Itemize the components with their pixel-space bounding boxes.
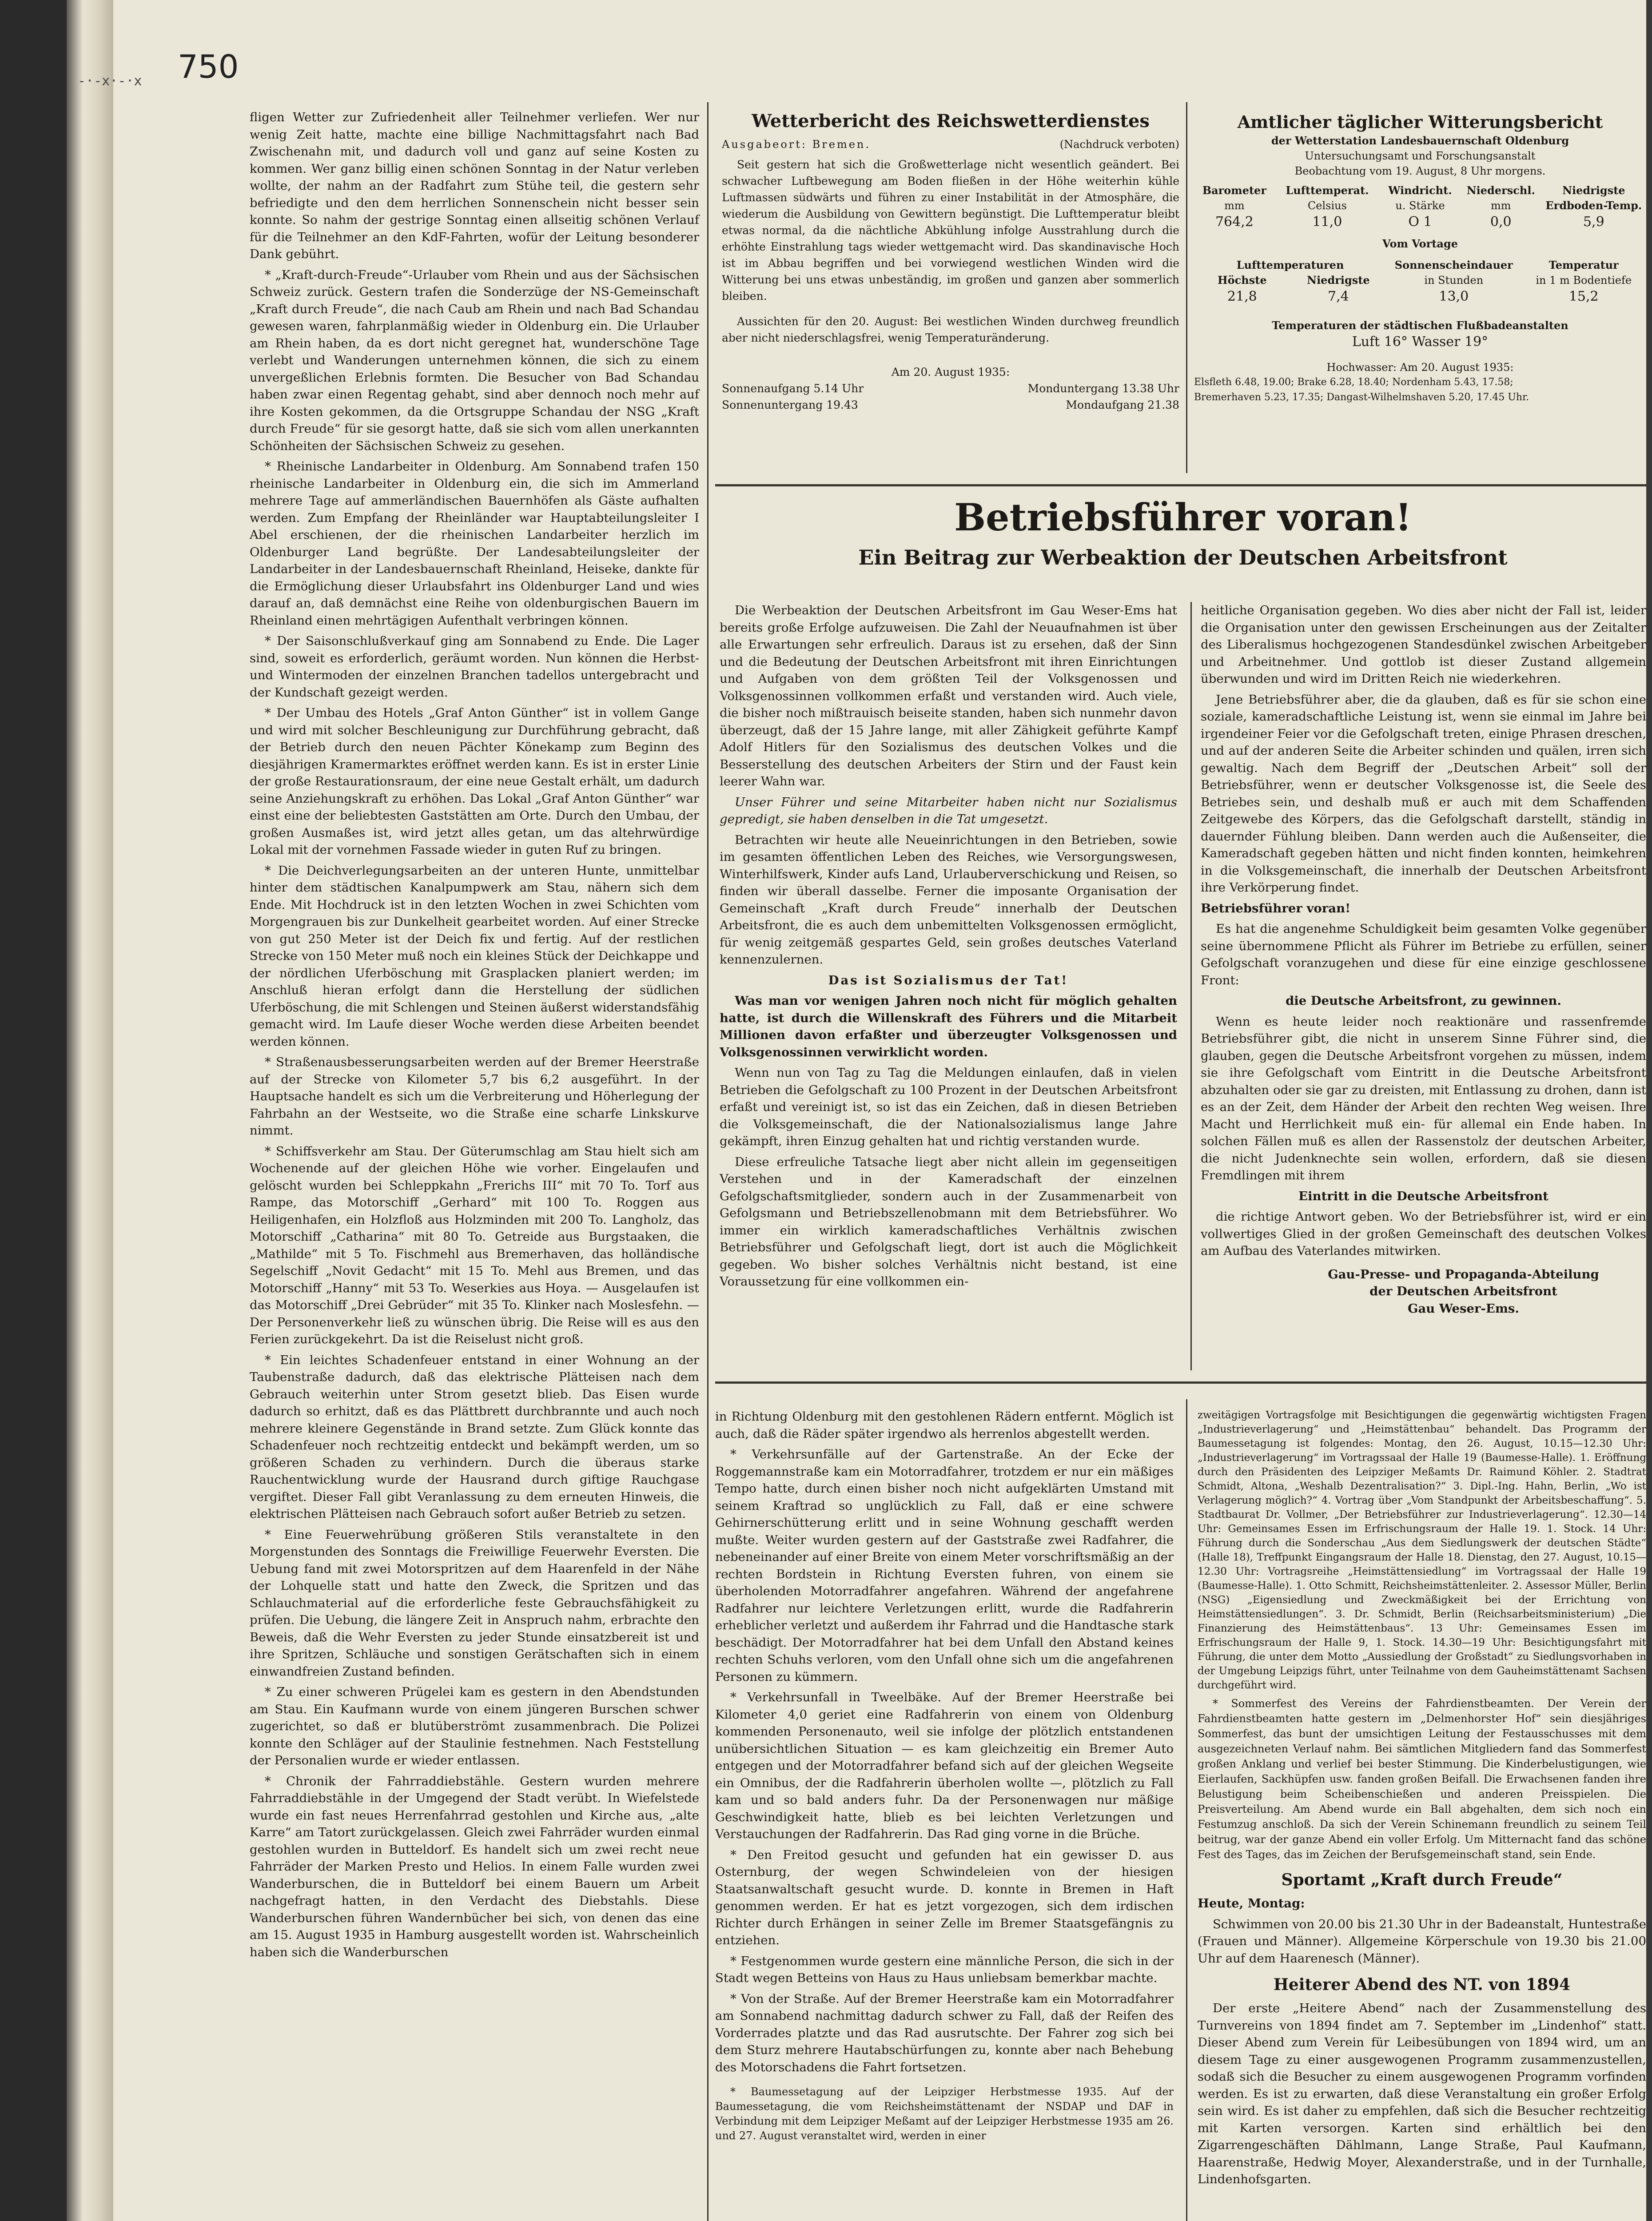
official-sub2: Untersuchungsamt und Forschungsanstalt	[1305, 150, 1536, 162]
paragraph: * Zu einer schweren Prügelei kam es gestern in den Abendstunden am Stau. Ein Kaufmann wurde von einem jüngeren Burschen schwer zugerichtet, so daß er blutüberströmt zusammenbrach. Die Polizei konnte den Schläger auf der Staulinie festnehmen. Nach Feststellung der Personalien wurde er wieder entlassen.	[250, 1685, 699, 1767]
val-sunshine: 13,0	[1439, 289, 1469, 304]
obs-header	[1194, 183, 1646, 198]
paragraph: * Schiffsverkehr am Stau. Der Güterumschlag am Stau hielt sich am Wochenende auf der gleichen Höhe wie vorher. Eingelaufen und gelöscht wurden bei Schleppkahn „Frerichs III“ mit 70 To. Torf aus Rampe, das Motorschiff „Gerhard“ mit 100 To. Roggen aus Heiligenhafen, ein Holzfloß aus Holzminden mit 200 To. Langholz, das Motorschiff „Catharina“ mit 80 To. Getreide aus Burgstaaken, die „Mathilde“ mit 5 To. Fischmehl aus Bremerhaven, das holländische Segelschiff „Novit Gedacht“ mit 15 To. Mehl aus Bremen, und das Motorschiff „Hanny“ mit 53 To. Weserkies aus Hoya. — Ausgelaufen ist das Motorschiff „Drei Gebrüder“ mit 35 To. Klinker nach Moslesfehn. — Der Personenverkehr ließ zu wünschen übrig. Die Reise will es aus den Ferien zurückgekehrt. Da ist die Reiselust nicht groß.	[250, 1144, 699, 1346]
paragraph: Die Werbeaktion der Deutschen Arbeitsfront im Gau Weser-Ems hat bereits große Erfolge aufzuweisen. Die Zahl der Neuaufnahmen ist über alle Erwartungen sehr erfreulich. Daraus ist zu ersehen, daß der Sinn und die Bedeutung der Deutschen Arbeitsfront mit ihren Einrichtungen und Aufgaben von dem größten Teil der Volksgenossen und Volksgenossinnen vollkommen erfaßt und verstanden wird. Auch viele, die bisher noch mißtrauisch beiseite standen, haben sich nunmehr davon überzeugt, daß der 15 Jahre lange, mit aller Zähigkeit geführte Kampf Adolf Hitlers für den Sozialismus des deutschen Volkes und die Besserstellung des deutschen Arbeiters der Stirn und der Faust kein leerer Wahn war.	[720, 603, 1177, 788]
riverbath-title: Temperaturen der städtischen Flußbadeanstalten	[1272, 319, 1568, 332]
weather-title: Wetterbericht des Reichswetterdienstes	[752, 111, 1150, 131]
subheading: Betriebsführer voran!	[1201, 901, 1351, 915]
weather-text: Seit gestern hat sich die Großwetterlage nicht wesentlich geändert. Bei schwacher Luftbewegung am Boden fließen in der Höhe weiterhin kühle Luftmassen südwärts und führen zu einer Instabilität in der Atmosphäre, die wiederum die Ausbildung von Gewittern begünstigt. Die Lufttemperatur bleibt etwas normal, da die nächtliche Abkühlung infolge Ausstrahlung durch die erhöhte Einstrahlung tags wieder wettgemacht wird. Das skandinavische Hoch ist im Abbau begriffen und bei vorwiegend westlichen Winden wird die Witterung bei uns etwas unbeständig, im großen und ganzen aber sommerlich bleiben.	[722, 158, 1179, 303]
weather-outlook: Aussichten für den 20. August: Bei westlichen Winden durchweg freundlich aber nicht niederschlagsfrei, wenig Temperaturänderung.	[722, 315, 1179, 344]
paragraph: Betrachten wir heute alle Neueinrichtungen in den Betrieben, sowie im gesamten öffentlichen Leben des Reiches, wie Versorgungswesen, Winterhilfswerk, Kinder aufs Land, Urlauberverschickung und Reisen, so finden wir überall dasselbe. Ferner die imposante Organisation der Gemeinschaft „Kraft durch Freude“ innerhalb der Deutschen Arbeitsfront, die es auch dem unbemittelten Volksgenossen ermöglicht, für wenig zeitgemäß gespartes Geld, sein großes deutsches Vaterland kennenzulernen.	[720, 832, 1177, 967]
paragraph: heitliche Organisation gegeben. Wo dies aber nicht der Fall ist, leider die Organisation unter den gewissen Erscheinungen aus der Zeitalter des Liberalismus hochgezogenen Standesdünkel zwischen Arbeitgeber und Arbeitnehmer. Und gottlob ist dieser Zustand allgemein überwunden und wird im Dritten Reich nie wiederkehren.	[1201, 603, 1646, 686]
signature: Gau-Presse- und Propaganda-Abteilung	[1328, 1267, 1599, 1282]
obs-values	[1194, 213, 1646, 231]
right-lower-column	[1198, 1408, 1646, 2192]
paragraph: fligen Wetter zur Zufriedenheit aller Teilnehmer verliefen. Wer nur wenig Zeit hatte, machte eine billige Nachmittagsfahrt nach Bad Zwischenahn mit, und dadurch voll und ganz auf seine Kosten zu kommen. Wer ganz billig einen schönen Sonntag in der Natur verleben wollte, der nahm an der Radfahrt zum Stühe teil, die gestern sehr befriedigte und den dem herrlichen Sonnenschein nicht besser sein konnte. So nahm der gestrige Sonntag einen allseitig schönen Verlauf für die Teilnehmer an den KdF-Fahrten, wofür der Leitung besonderer Dank gebührt.	[250, 110, 699, 261]
paragraph: Der erste „Heitere Abend“ nach der Zusammenstellung des Turnvereins von 1894 findet am 7. September im „Lindenhof“ statt. Dieser Abend zum Verein für Leibesübungen von 1894 wird, um an diesem Tage zu einer ausgewogenen Programm zusammenzustellen, sodaß sich die Besucher zu einem ausgewogenen Programm vorfinden werden. Es ist zu erwarten, daß diese Veranstaltung ein großer Erfolg sein wird. Es ist daher zu empfehlen, daß sich die Besucher rechtzeitig mit Karten versorgen. Karten sind erhältlich bei den Zigarrengeschäften Dählmann, Lange Straße, Paul Kaufmann, Haarenstraße, Hedwig Moyer, Alexanderstraße, und in der Turnhalle, Lindenhofsgarten.	[1198, 2001, 1646, 2186]
rule-above-article	[715, 484, 1646, 486]
astro-date: Am 20. August 1935:	[891, 366, 1010, 378]
obs-units	[1194, 198, 1646, 213]
hdr-temperature: Lufttemperat.	[1286, 184, 1369, 197]
hdr-wind: Windricht.	[1388, 184, 1452, 197]
paragraph: * Der Umbau des Hotels „Graf Anton Günther“ ist in vollem Gange und wird mit solcher Beschleunigung zur Durchführung gebracht, daß der Betrieb durch den neuen Pächter Könekamp zum Beginn des diesjährigen Kramermarktes eröffnet werden kann. Es ist in erster Linie der große Restaurationsraum, der eine neue Gestalt erhält, um dadurch seine Anziehungskraft zu erhöhen. Das Lokal „Graf Anton Günther“ war einst eine der beliebtesten Gaststätten am Orte. Durch den Umbau, der großen Ausmaßes ist, wird jetzt alles getan, um das altehrwürdige Lokal mit der vornehmen Fassade wieder in guten Ruf zu bringen.	[250, 706, 699, 857]
hdr-barometer: Barometer	[1202, 184, 1266, 197]
paragraph: * Verkehrsunfälle auf der Gartenstraße. An der Ecke der Roggemannstraße kam ein Motorradfahrer, trotzdem er nur ein mäßiges Tempo hatte, durch einen bisher noch nicht aufgeklärten Umstand mit seinem Kraftrad so unglücklich zu Fall, daß er eine schwere Gehirnerschütterung erlitt und in seine Wohnung geschafft werden mußte. Weiter wurden gestern auf der Gaststraße zwei Radfahrer, die nebeneinander auf einer Breite von einem Meter vorschriftsmäßig an der rechten Bordstein in Richtung Eversten fuhren, von einem sie überholenden Motorradfahrer angefahren. Während der angefahrene Radfahrer nur leichtere Verletzungen erlitt, wurde die Radfahrerin erheblicher verletzt und außerdem ihr Fahrrad und die Handtasche stark beschädigt. Der Motorradfahrer hat bei dem Unfall den Abstand keines rechten Schuhs verloren, vom den Unfall ohne sich um die angefahrenen Personen zu kümmern.	[715, 1447, 1174, 1684]
headline: Betriebsführer voran!	[954, 495, 1412, 539]
column-rule-article	[1190, 602, 1192, 1370]
paragraph: Wenn nun von Tag zu Tag die Meldungen einlaufen, daß in vielen Betrieben die Gefolgschaft zu 100 Prozent in der Deutschen Arbeitsfront erfaßt und vereinigt ist, so ist das ein Zeichen, daß in diesen Betrieben die Volksgemeinschaft, die der Nationalsozialismus lange Jahre gekämpft, ihren Einzug gehalten hat und richtig verstanden wurde.	[720, 1066, 1177, 1148]
paragraph: Diese erfreuliche Tatsache liegt aber nicht allein im gegenseitigen Verstehen und in der Kameradschaft der einzelnen Gefolgschaftsmitglieder, sondern auch in der Zusammenarbeit von Gefolgsmann und Betriebszellenobmann mit dem Betriebsführer. Wo immer ein wirklich kameradschaftliches Verhältnis zwischen Betriebsführer und Gefolgschaft liegt, dort ist auch die Möglichkeit gegeben. Wo bisher solches Verhältnis nicht bestand, ist eine Voraussetzung für eine vollkommen ein-	[720, 1154, 1177, 1289]
paragraph: * Den Freitod gesucht und gefunden hat ein gewisser D. aus Osternburg, der wegen Schwindeleien von der hiesigen Staatsanwaltschaft gesucht wurde. D. konnte in Bremen in Haft genommen werden. Er hat es jetzt vorgezogen, sich dem irdischen Richter durch Erhängen in seiner Zelle im Bremer Staatsgefängnis zu entziehen.	[715, 1847, 1174, 1947]
hdr-air-temps: Lufttemperaturen	[1236, 259, 1344, 271]
margin-marks: -·-x·-·x	[78, 73, 142, 89]
article-column-1	[720, 602, 1177, 1294]
moonset: Monduntergang 13.38 Uhr	[1027, 382, 1179, 395]
middle-lower-column	[715, 1408, 1174, 2147]
paragraph: Es hat die angenehme Schuldigkeit beim gesamten Volke gegenüber seine übernommene Pflicht als Führer im Betriebe zu erfüllen, seiner Gefolgschaft voranzugehen und diese für eine einzige geschlossene Front:	[1201, 922, 1646, 987]
paragraph: zweitägigen Vortragsfolge mit Besichtigungen die gegenwärtig wichtigsten Fragen „Industrieverlagerung“ und „Heimstättenbau“ behandelt. Das Programm der Baumessetagung ist folgendes: Montag, den 26. August, 10.15—12.30 Uhr: „Industrieverlagerung“ im Vortragssaal der Halle 19 (Baumesse-Halle). 1. Eröffnung durch den Präsidenten des Leipziger Meßamts Dr. Raimund Köhler. 2. Stadtrat Schmidt, Altona, „Weshalb Dezentralisation?“ 3. Dipl.-Ing. Hahn, Berlin, „Wo ist Verlagerung möglich?“ 4. Vortrag über „Vom Standpunkt der Arbeitsbeschaffung“. 5. Stadtbaurat Dr. Vollmer, „Der Betriebsführer zur Industrieverlagerung“. 12.30—14 Uhr: Gemeinsames Essen im Erfrischungsraum der Halle 19. 1. Stock. 14 Uhr: Führung durch die Sonderschau „Aus dem Siedlungswerk der deutschen Städte“ (Halle 18), Treffpunkt Eingangsraum der Halle 18. Dienstag, den 27. August, 10.15—12.30 Uhr: Vortragsreihe „Heimstättensiedlung“ im Vortragssaal der Halle 19 (Baumesse-Halle). 1. Otto Schmitt, Reichsheimstättenleiter. 2. Assessor Müller, Berlin (NSG) „Eigensiedlung und Zweckmäßigkeit bei der Errichtung von Heimstättensiedlungen“. 3. Dr. Schmidt, Berlin (Reichsarbeitsministerium) „Die Finanzierung des Heimstättenbaus“. 13 Uhr: Gemeinsames Essen im Erfrischungsraum der Halle 9, 1. Stock. 14.30—19 Uhr: Besichtigungsfahrt mit Führung, die unter dem Motto „Aussiedlung der Großstadt“ zu Siedlungsvorhaben in der Umgebung Leipzigs führt, unter Teilnahme von dem Gauheimstättenamt Sachsen durchgeführt wird.	[1198, 1409, 1646, 1691]
val-ground: 15,2	[1568, 289, 1599, 304]
val-soil: 5,9	[1583, 214, 1604, 230]
sport-title: Sportamt „Kraft durch Freude“	[1281, 1871, 1563, 1889]
moonrise: Mondaufgang 21.38	[1066, 398, 1179, 411]
article-column-2	[1201, 602, 1646, 1317]
paragraph: Schwimmen von 20.00 bis 21.30 Uhr in der Badeanstalt, Huntestraße (Frauen und Männer). Allgemeine Körperschule von 19.30 bis 21.00 Uhr auf dem Haarenesch (Männer).	[1198, 1917, 1646, 1966]
weather-report	[722, 109, 1179, 413]
official-sub3: Beobachtung vom 19. August, 8 Uhr morgens.	[1294, 165, 1546, 177]
tide-line-2: Bremerhaven 5.23, 17.35; Dangast-Wilhelmshaven 5.20, 17.45 Uhr.	[1194, 392, 1529, 403]
hdr-lowest2: Niedrigste	[1307, 274, 1370, 287]
hdr-highest: Höchste	[1217, 274, 1267, 287]
sunrise: Sonnenaufgang 5.14 Uhr	[722, 382, 864, 395]
paragraph: * Rheinische Landarbeiter in Oldenburg. Am Sonnabend trafen 150 rheinische Landarbeiter in Oldenburg ein, die sich im Ammerland mehrere Tage auf ammerländischen Bauernhöfen als Gäste aufhalten werden. Zum Empfang der Rheinländer war Hauptabteilungsleiter I Abel erschienen, der die rheinischen Landarbeiter herzlich im Oldenburger Land begrüßte. Der Landesabteilungsleiter der Landarbeiter in der Landesbauernschaft Rheinland, Heiseke, dankte für die Ermöglichung dieser Urlaubsfahrt ins Oldenburger Land und wies darauf an, daß demnächst eine Reihe von oldenburgischen Bauern im Rheinland einen mehrtägigen Aufenthalt verbringen können.	[250, 459, 699, 628]
scan-background-right	[1646, 0, 1652, 2221]
paragraph: * Die Deichverlegungsarbeiten an der unteren Hunte, unmittelbar hinter dem städtischen Kanalpumpwerk am Stau, nähern sich dem Ende. Mit Hochdruck ist in den letzten Wochen in zwei Schichten vom Morgengrauen bis zur Dunkelheit gearbeitet worden. Auf einer Strecke von gut 250 Meter ist der Deich fix und fertig. Auf der restlichen Strecke von 150 Meter muß noch ein kleines Stück der Deichkappe und der nördlichen Uferböschung mit Grasplacken planiert werden; im Anschluß hieran erfolgt dann die Herstellung der südlichen Uferböschung, die mit Schlengen und Steinen äußerst widerstandsfähig gemacht wird. Im Laufe dieser Woche werden diese Arbeiten beendet werden können.	[250, 863, 699, 1049]
rule-below-article	[715, 1381, 1646, 1384]
footnote: * Baumessetagung auf der Leipziger Herbstmesse 1935. Auf der Baumessetagung, die vom Reichsheimstättenamt der NSDAP und DAF in Verbindung mit dem Leipziger Meßamt auf der Leipziger Herbstmesse 1935 am 26. und 27. August veranstaltet wird, werden in einer	[715, 2086, 1174, 2142]
paragraph: * Ein leichtes Schadenfeuer entstand in einer Wohnung an der Taubenstraße dadurch, daß das elektrische Plätteisen nach dem Gebrauch weiterhin unter Strom gesetzt blieb. Das Eisen wurde dadurch so erhitzt, daß es das Plättbrett durchbrannte und auch noch mehrere kleinere Gegenstände in Brand setzte. Zum Glück konnte das Schadenfeuer noch rechtzeitig entdeckt und bekämpft werden, um so größeren Schaden zu verhindern. Durch die überaus starke Rauchentwicklung wurde der Hausrand durch giftige Rauchgase vergiftet. Dieser Fall gibt Veranlassung zu dem erneuten Hinweis, die elektrischen Plätteisen nach Gebrauch sofort außer Betrieb zu setzen.	[250, 1353, 699, 1521]
subheadline: Ein Beitrag zur Werbeaktion der Deutschen Arbeitsfront	[858, 545, 1508, 569]
tide-title: Hochwasser: Am 20. August 1935:	[1326, 361, 1514, 374]
paragraph: die richtige Antwort geben. Wo der Betriebsführer ist, wird er ein vollwertiges Glied in der großen Gemeinschaft des deutschen Volkes am Aufbau des Vaterlandes mitwirken.	[1201, 1210, 1646, 1258]
weather-station: Ausgabeort: Bremen.	[722, 138, 871, 151]
highlight-line: die Deutsche Arbeitsfront, zu gewinnen.	[1286, 994, 1561, 1008]
hdr-temperature2: Temperatur	[1549, 259, 1619, 271]
paragraph: Wenn es heute leider noch reaktionäre und rassenfremde Betriebsführer gibt, die nicht in unserem Sinne Führer sind, die glauben, gegen die Deutsche Arbeitsfront vorgehen zu müssen, indem sie ihre Gefolgschaft vom Eintritt in die Deutsche Arbeitsfront abzuhalten oder sie gar zu dreisten, mit Entlassung zu drohen, dann ist es an der Zeit, dem Händer der Arbeit den rechten Weg weisen. Ihre Macht und Herrlichkeit muß ein- für allemal ein Ende haben. In solchen Fällen muß es allen der Rassenstolz der deutschen Arbeiter, die nicht Judenknechte sein wollen, erfordern, daß sie diesen Fremdlingen mit ihrem	[1201, 1014, 1646, 1182]
hdr-ground: in 1 m Bodentiefe	[1536, 274, 1632, 287]
heiter-title: Heiterer Abend des NT. von 1894	[1273, 1975, 1571, 1994]
prev-header-2	[1194, 273, 1646, 288]
paragraph: * Chronik der Fahrraddiebstähle. Gestern wurden mehrere Fahrraddiebstähle in der Umgegend der Stadt verübt. In Wiefelstede wurde ein fast neues Herrenfahrrad gestohlen und Kirche aus, „alte Karre“ am Tatort zurückgelassen. Gleich zwei Fahrräder wurden einmal gestohlen wurden in Butteldorf. Es handelt sich um zwei recht neue Fahrräder der Marken Presto und Helios. In einem Falle wurden zwei Wanderburschen, die in Butteldorf bei einem Bauern um Arbeit nachgefragt hatten, in den Verdacht des Diebstahls. Diese Wanderburschen führen Wandernbücher bei sich, von denen das eine am 15. August 1935 in Hamburg ausgestellt worden ist. Wahrscheinlich haben sich die Wanderburschen	[250, 1774, 699, 1959]
paragraph: * Eine Feuerwehrübung größeren Stils veranstaltete in den Morgenstunden des Sonntags die Freiwillige Feuerwehr Eversten. Die Uebung fand mit zwei Motorspritzen auf dem Haarenfeld in der Nähe der Lohquelle statt und hatte den Zweck, die Spritzen und das Schlauchmaterial auf die erforderliche feste Gebrauchsfähigkeit zu prüfen. Die Uebung, die längere Zeit in Anspruch nahm, erbrachte den Beweis, daß die Wehr Eversten zu jeder Stunde einsatzbereit ist und ihre Spritzen, Schläuche und sonstigen Gerätschaften sich in einem einwandfreien Zustand befinden.	[250, 1527, 699, 1679]
hdr-lowest: Niedrigste	[1562, 184, 1625, 197]
sport-day: Heute, Montag:	[1198, 1896, 1305, 1911]
riverbath-values: Luft 16° Wasser 19°	[1352, 334, 1489, 350]
paragraph: Unser Führer und seine Mitarbeiter haben nicht nur Sozialismus gepredigt, sie haben denselben in die Tat umgesetzt.	[720, 795, 1177, 826]
val-barometer: 764,2	[1215, 214, 1254, 230]
column-rule-1	[707, 102, 709, 2221]
paragraph: * Von der Straße. Auf der Bremer Heerstraße kam ein Motorradfahrer am Sonnabend nachmittag dadurch schwer zu Fall, daß der Reifen des Vorderrades platzte und das Rad ausrutschte. Der Fahrer zog sich bei dem Sturz mehrere Hautabschürfungen zu, konnte aber nach Behebung des Motorschadens die Fahrt fortsetzen.	[715, 1991, 1174, 2074]
val-highest: 21,8	[1227, 289, 1257, 304]
column-rule-2	[1186, 102, 1187, 473]
local-news-column	[250, 109, 699, 1964]
hdr-soil-temp: Erdboden-Temp.	[1545, 199, 1642, 212]
column-rule-3	[1186, 1399, 1187, 2221]
astro-row-1	[722, 380, 1179, 397]
page-number: 750	[178, 48, 239, 85]
paragraph: * Festgenommen wurde gestern eine männliche Person, die sich in der Stadt wegen Betteins von Haus zu Haus unliebsam bemerkbar machte.	[715, 1954, 1174, 1985]
val-temperature: 11,0	[1312, 214, 1342, 230]
scan-background-left	[0, 0, 67, 2221]
paragraph: * Verkehrsunfall in Tweelbäke. Auf der Bremer Heerstraße bei Kilometer 4,0 geriet eine Radfahrerin von einem von Oldenburg kommenden Personenauto, weil sie infolge der plötzlich entstandenen unübersichtlichen Situation — es kam gleichzeitig ein Bremer Auto entgegen und der Motorradfahrer befand sich auf der gleichen Wegseite ein Omnibus, der die Radfahrerin überholen wollte —, plötzlich zu Fall kam und so bald anders fuhr. Da der Personenwagen nur mäßige Geschwindigkeit hatte, blieb es bei leichten Verletzungen und Verstauchungen der Radfahrerin. Das Rad ging vorne in die Brüche.	[715, 1690, 1174, 1841]
val-lowest: 7,4	[1328, 289, 1349, 304]
official-sub1: der Wetterstation Landesbauernschaft Oldenburg	[1271, 134, 1569, 147]
astro-row-2	[722, 397, 1179, 413]
prev-header-1	[1194, 258, 1646, 273]
unit-strength: u. Stärke	[1395, 199, 1445, 212]
signature: der Deutschen Arbeitsfront	[1369, 1284, 1557, 1298]
hdr-hours: in Stunden	[1424, 274, 1484, 287]
paragraph: * „Kraft-durch-Freude“-Urlauber vom Rhein und aus der Sächsischen Schweiz zurück. Gestern trafen die Sonderzüge der NS-Gemeinschaft „Kraft durch Freude“, die nach Caub am Rhein und nach Bad Schandau gewesen waren, fahrplanmäßig wieder in Oldenburg ein. Die Urlauber am Rhein haben, da es dort nicht geregnet hat, wunderschöne Tage verlebt und Wanderungen unternehmen können, die sich zu einem unvergeßlichen Erlebnis formten. Die Besucher von Bad Schandau haben zwar einen Regentag gehabt, sind aber dennoch noch mehr auf ihre Kosten gekommen, da die Ortsgruppe Schandau der NSG „Kraft durch Freude“ für sie gesorgt hatte, daß sie sich vom allen unerkannten Schönheiten der Sächsischen Schweiz zu gesehen.	[250, 267, 699, 453]
paragraph: Jene Betriebsführer aber, die da glauben, daß es für sie schon eine soziale, kameradschaftliche Leistung ist, wenn sie einmal im Jahre bei irgendeiner Feier vor die Gefolgschaft treten, einige Phrasen dreschen, und auf der anderen Seite die Arbeiter schinden und quälen, irren sich gewaltig. Nach dem Begriff der „Deutschen Arbeit“ soll der Betriebsführer, wenn er deutscher Volksgenosse ist, die Seele des Betriebes sein, und deshalb muß er auch mit dem Schaffenden Zeitgewebe des Körpers, das die Gefolgschaft darstellt, ständig in dauernder Fühlung bleiben. Dann werden auch die Außenseiter, die Kameradschaft gegeben hätten und nicht finden konnten, heimkehren in die Volksgemeinschaft, die innerhalb der Deutschen Arbeitsfront ihre Verkörperung findet.	[1201, 692, 1646, 895]
paragraph: * Sommerfest des Vereins der Fahrdienstbeamten. Der Verein der Fahrdienstbeamten hatte gestern im „Delmenhorster Hof“ sein diesjähriges Sommerfest, das bunt der umsichtigen Leitung der Festausschusses mit dem ausgezeichneten Verlauf nahm. Bei sämtlichen Mitgliedern fand das Sommerfest großen Anklang und verlief bei bester Stimmung. Die Kinderbelustigungen, wie Eierlaufen, Sackhüpfen usw. fanden großen Beifall. Die Erwachsenen fanden ihre Belustigung beim Scheibenschießen und anderen Preisspielen. Die Preisverteilung. Am Abend wurde ein Ball abgehalten, dem sich noch ein Festumzug anschloß. Da sich der Verein Schinemann freundlich zu seinem Teil beitrug, war der ganze Abend ein voller Erfolg. Um Mitternacht fand das schöne Fest des Tages, das im Zeichen der Berufsgemeinschaft stand, sein Ende.	[1198, 1697, 1646, 1861]
weather-meta	[722, 136, 1179, 153]
page-binding-edge	[67, 0, 113, 2221]
hdr-sunshine: Sonnenscheindauer	[1394, 259, 1513, 271]
tide-line-1: Elsfleth 6.48, 19.00; Brake 6.28, 18.40; Nordenham 5.43, 17.58;	[1194, 377, 1513, 388]
hdr-precip: Niederschl.	[1466, 184, 1535, 197]
paragraph: * Straßenausbesserungsarbeiten werden auf der Bremer Heerstraße auf der Strecke von Kilometer 5,7 bis 6,2 ausgeführt. In der Hauptsache handelt es sich um die Verbreiterung und Höherlegung der Fahrbahn an der Westseite, wo die Straße eine scharfe Linkskurve nimmt.	[250, 1055, 699, 1138]
previous-day-heading: Vom Vortage	[1382, 237, 1458, 250]
signature: Gau Weser-Ems.	[1407, 1301, 1519, 1316]
paragraph: Was man vor wenigen Jahren noch nicht für möglich gehalten hatte, ist durch die Willenskraft des Führers und die Mitarbeit Millionen davon erfaßter und überzeugter Volksgenossen und Volksgenossinnen verwirklicht worden.	[720, 994, 1177, 1059]
unit-mm2: mm	[1491, 199, 1511, 212]
val-precip: 0,0	[1490, 214, 1512, 230]
unit-celsius: Celsius	[1307, 199, 1347, 212]
official-title: Amtlicher täglicher Witterungsbericht	[1237, 112, 1603, 132]
paragraph: in Richtung Oldenburg mit den gestohlenen Rädern entfernt. Möglich ist auch, daß die Räder später irgendwo als herrenlos abgestellt werden.	[715, 1409, 1174, 1441]
unit-mm: mm	[1224, 199, 1245, 212]
sunset: Sonnenuntergang 19.43	[722, 398, 858, 411]
weather-copyright: (Nachdruck verboten)	[1059, 138, 1179, 151]
highlight-line: Eintritt in die Deutsche Arbeitsfront	[1298, 1189, 1549, 1203]
prev-values	[1194, 288, 1646, 306]
slogan: Das ist Sozialismus der Tat!	[828, 973, 1069, 987]
official-weather-report	[1194, 111, 1646, 405]
paragraph: * Der Saisonschlußverkauf ging am Sonnabend zu Ende. Die Lager sind, soweit es erforderlich, geräumt worden. Nun können die Herbst- und Wintermoden der einzelnen Branchen tadellos untergebracht und der Kundschaft gezeigt werden.	[250, 634, 699, 700]
val-wind: O 1	[1408, 214, 1432, 230]
